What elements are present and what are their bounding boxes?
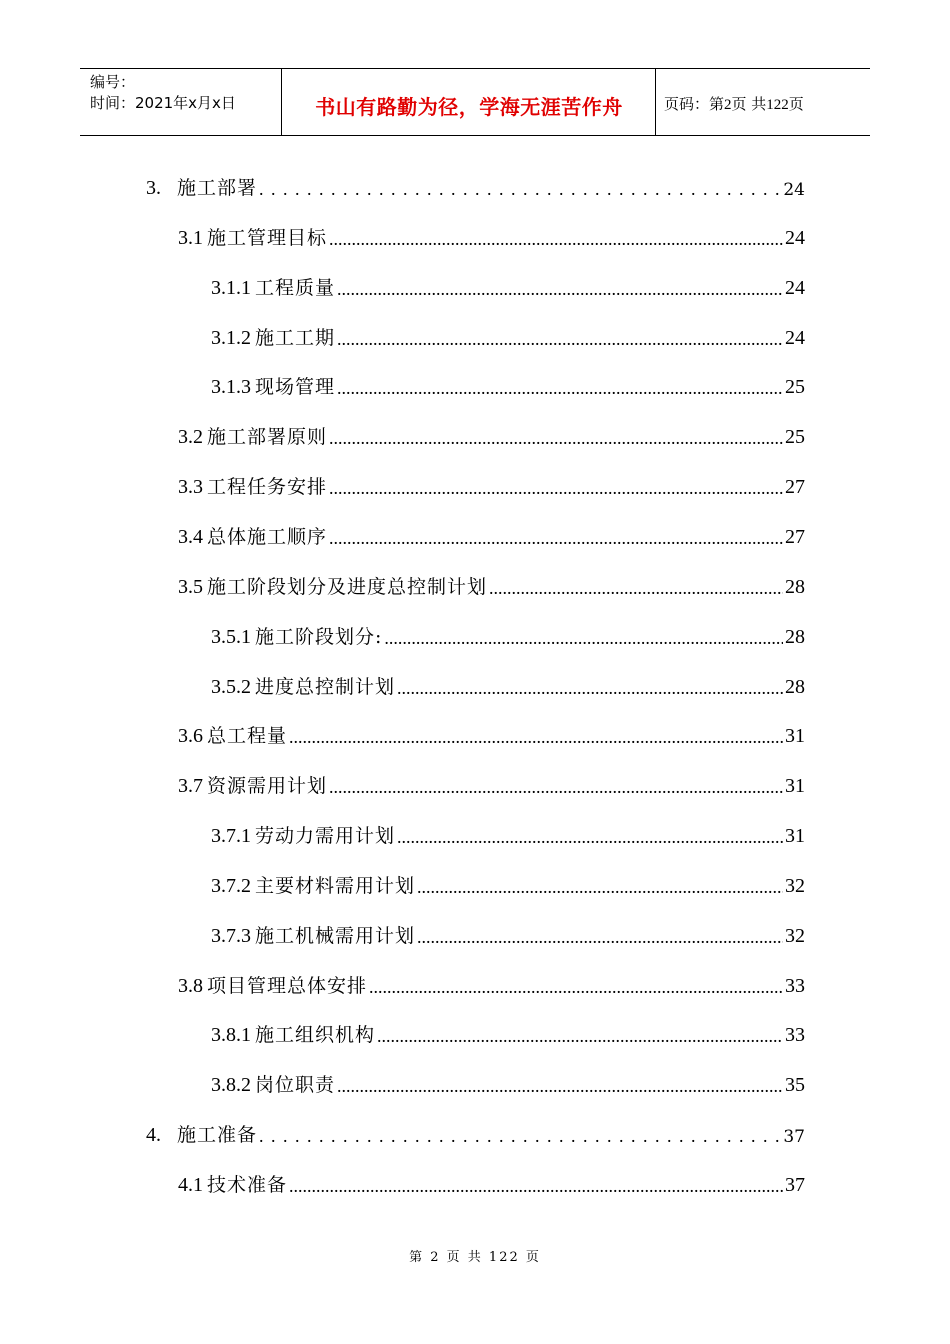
page-header <box>80 68 870 136</box>
toc-entry-title: 施工工期 <box>255 327 336 349</box>
toc-entry-title: 施工阶段划分: <box>255 626 383 648</box>
toc-dot-leader <box>289 728 783 748</box>
toc-entry-title: 施工组织机构 <box>255 1024 376 1046</box>
header-page-mid: 页 共 <box>731 95 767 113</box>
toc-entry-title: 工程任务安排 <box>207 476 328 498</box>
toc-entry-title: 资源需用计划 <box>207 775 328 797</box>
header-motto: 书山有路勤为径，学海无涯苦作舟 <box>315 95 623 119</box>
toc-entry-page: 31 <box>785 775 805 797</box>
toc-dot-leader <box>337 280 783 300</box>
header-divider <box>281 69 282 135</box>
toc-dot-leader <box>384 629 783 649</box>
toc-entry-number: 3.1.2 <box>211 327 251 349</box>
header-page-suffix: 页 <box>788 95 804 113</box>
toc-entry[interactable] <box>178 1167 805 1197</box>
toc-entry-number: 3.1.3 <box>211 376 251 398</box>
toc-dot-leader <box>329 230 783 250</box>
toc-entry[interactable] <box>211 1067 805 1097</box>
toc-entry-number: 4. <box>146 1124 161 1146</box>
toc-entry-page: 24 <box>785 277 805 299</box>
toc-entry-number: 3.2 <box>178 426 203 448</box>
toc-dot-leader <box>259 180 781 200</box>
toc-entry-number: 3.7.1 <box>211 825 251 847</box>
toc-entry[interactable] <box>211 918 805 948</box>
toc-entry-page: 25 <box>785 426 805 448</box>
toc-entry[interactable] <box>178 469 805 499</box>
header-page-current: 2 <box>724 97 732 113</box>
toc-entry[interactable] <box>211 320 805 350</box>
toc-entry[interactable] <box>178 968 805 998</box>
toc-dot-leader <box>289 1177 783 1197</box>
toc-entry-number: 3.7.3 <box>211 925 251 947</box>
toc-entry-number: 3.8.2 <box>211 1074 251 1096</box>
toc-dot-leader <box>337 1077 783 1097</box>
toc-entry-title: 主要材料需用计划 <box>255 875 416 897</box>
toc-entry-page: 28 <box>785 676 805 698</box>
toc-dot-leader <box>489 579 783 599</box>
toc-dot-leader <box>329 479 783 499</box>
toc-entry-page: 24 <box>785 327 805 349</box>
toc-entry-number: 3.4 <box>178 526 203 548</box>
toc-entry-page: 37 <box>783 1127 805 1147</box>
toc-entry-title: 施工部署原则 <box>207 426 328 448</box>
toc-entry[interactable] <box>211 619 805 649</box>
toc-entry[interactable] <box>178 718 805 748</box>
toc-entry-page: 28 <box>785 576 805 598</box>
toc-dot-leader <box>329 778 783 798</box>
toc-entry-number: 3.5.2 <box>211 676 251 698</box>
toc-entry[interactable] <box>178 419 805 449</box>
toc-entry-number: 3.7 <box>178 775 203 797</box>
toc-entry[interactable] <box>178 220 805 250</box>
header-date-label: 时间：2021年x月x日 <box>90 94 236 112</box>
toc-entry-number: 4.1 <box>178 1174 203 1196</box>
toc-entry-page: 31 <box>785 825 805 847</box>
toc-entry[interactable] <box>146 170 805 200</box>
toc-entry-number: 3.1.1 <box>211 277 251 299</box>
toc-entry-page: 25 <box>785 376 805 398</box>
toc-entry[interactable] <box>178 569 805 599</box>
toc-entry-title: 施工阶段划分及进度总控制计划 <box>207 576 488 598</box>
toc-entry-number: 3.8 <box>178 975 203 997</box>
toc-entry-number: 3.5.1 <box>211 626 251 648</box>
toc-entry-title: 总工程量 <box>207 725 288 747</box>
toc-entry-title: 施工准备 <box>177 1124 258 1146</box>
toc-entry-page: 32 <box>785 875 805 897</box>
toc-entry-page: 24 <box>785 227 805 249</box>
toc-entry-number: 3.6 <box>178 725 203 747</box>
toc-dot-leader <box>337 379 783 399</box>
toc-entry-page: 37 <box>785 1174 805 1196</box>
toc-entry-title: 技术准备 <box>207 1174 288 1196</box>
toc-entry-title: 进度总控制计划 <box>255 676 396 698</box>
toc-entry-page: 35 <box>785 1074 805 1096</box>
toc-entry[interactable] <box>211 669 805 699</box>
toc-entry-title: 施工机械需用计划 <box>255 925 416 947</box>
toc-dot-leader <box>397 679 783 699</box>
toc-entry[interactable] <box>211 1017 805 1047</box>
toc-entry-page: 28 <box>785 626 805 648</box>
toc-dot-leader <box>397 828 783 848</box>
toc-entry[interactable] <box>211 270 805 300</box>
toc-dot-leader <box>417 878 783 898</box>
toc-dot-leader <box>417 928 783 948</box>
toc-entry-number: 3.8.1 <box>211 1024 251 1046</box>
toc-entry-title: 现场管理 <box>255 376 336 398</box>
toc-entry[interactable] <box>146 1117 805 1147</box>
toc-entry[interactable] <box>211 818 805 848</box>
toc-entry-title: 项目管理总体安排 <box>207 975 368 997</box>
header-divider <box>655 69 656 135</box>
toc-entry-title: 岗位职责 <box>255 1074 336 1096</box>
toc-entry-page: 32 <box>785 925 805 947</box>
toc-entry-title: 工程质量 <box>255 277 336 299</box>
page-footer: 第 2 页 共 122 页 <box>409 1250 541 1265</box>
toc-entry-page: 27 <box>785 476 805 498</box>
toc-entry[interactable] <box>178 519 805 549</box>
toc-entry-page: 27 <box>785 526 805 548</box>
toc-entry-number: 3.1 <box>178 227 203 249</box>
toc-dot-leader <box>329 529 783 549</box>
header-page-info <box>664 93 804 114</box>
toc-dot-leader <box>337 330 783 350</box>
toc-dot-leader <box>369 978 783 998</box>
toc-dot-leader <box>259 1127 781 1147</box>
toc-entry-page: 33 <box>785 975 805 997</box>
header-number-label: 编号： <box>90 73 136 91</box>
toc-entry-title: 总体施工顺序 <box>207 526 328 548</box>
toc-dot-leader <box>329 429 783 449</box>
header-meta <box>90 72 236 114</box>
toc-entry-number: 3.5 <box>178 576 203 598</box>
toc-dot-leader <box>377 1027 783 1047</box>
toc-entry-number: 3. <box>146 177 161 199</box>
toc-entry[interactable] <box>211 369 805 399</box>
toc-entry-title: 施工管理目标 <box>207 227 328 249</box>
toc-entry[interactable] <box>178 768 805 798</box>
toc-entry[interactable] <box>211 868 805 898</box>
toc-entry-number: 3.7.2 <box>211 875 251 897</box>
toc-entry-title: 劳动力需用计划 <box>255 825 396 847</box>
header-page-prefix: 页码：第 <box>664 95 725 113</box>
toc-entry-page: 33 <box>785 1024 805 1046</box>
toc-entry-title: 施工部署 <box>177 177 258 199</box>
toc-entry-number: 3.3 <box>178 476 203 498</box>
toc-entry-page: 31 <box>785 725 805 747</box>
toc-entry-page: 24 <box>783 180 805 200</box>
header-page-total: 122 <box>766 97 789 113</box>
